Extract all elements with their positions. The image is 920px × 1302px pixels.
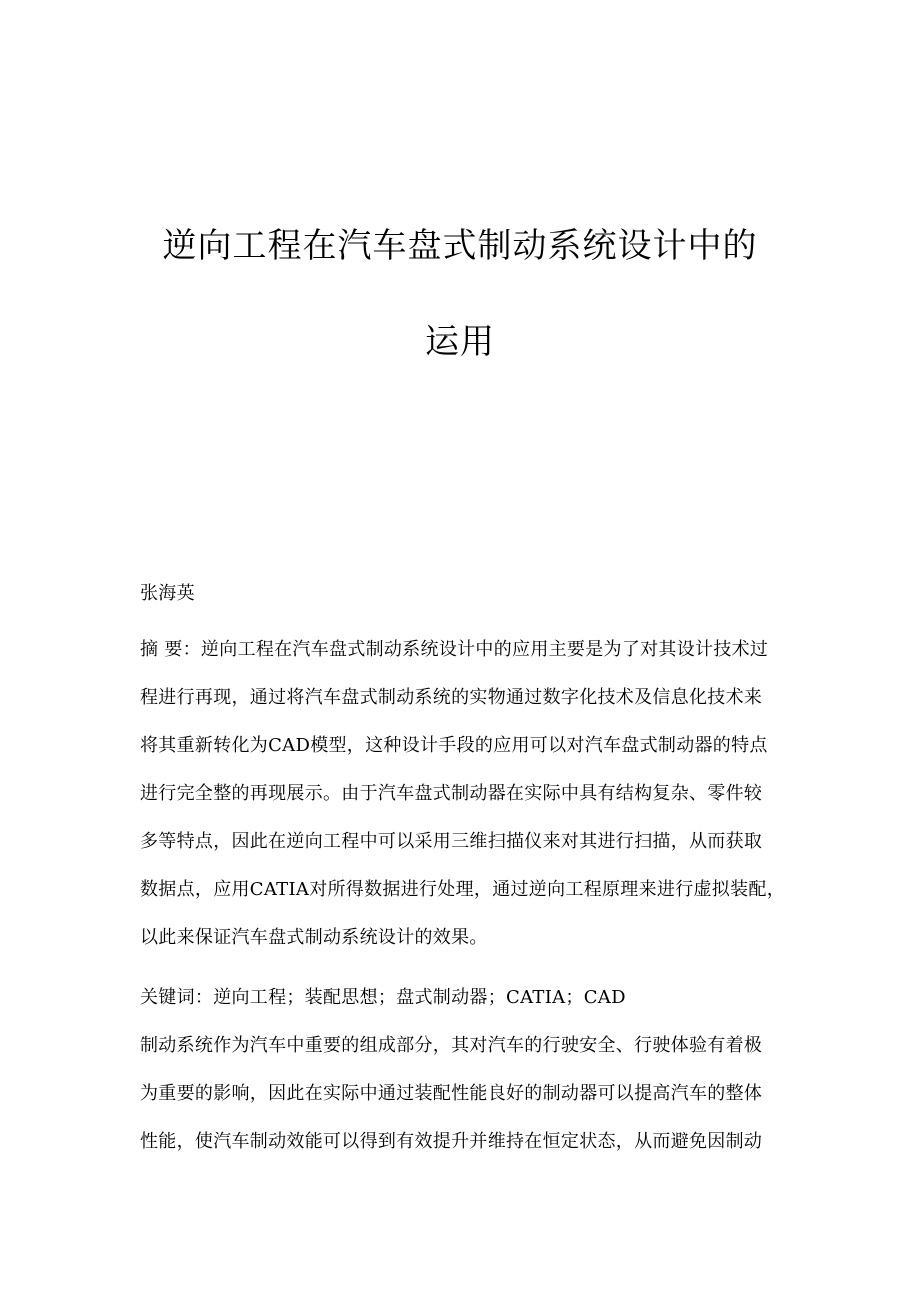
document-title-line-2: 运用 <box>425 322 495 362</box>
keywords: 关键词：逆向工程；装配思想；盘式制动器；CATIA；CAD <box>140 987 626 1008</box>
author: 张海英 <box>140 583 195 604</box>
body-line: 制动系统作为汽车中重要的组成部分，其对汽车的行驶安全、行驶体验有着极 <box>140 1035 763 1056</box>
abstract-line: 程进行再现，通过将汽车盘式制动系统的实物通过数字化技术及信息化技术来 <box>140 687 763 708</box>
abstract-line: 进行完全整的再现展示。由于汽车盘式制动器在实际中具有结构复杂、零件较 <box>140 783 763 804</box>
abstract-line: 将其重新转化为CAD模型，这种设计手段的应用可以对汽车盘式制动器的特点 <box>140 735 768 756</box>
abstract-line: 多等特点，因此在逆向工程中可以采用三维扫描仪来对其进行扫描，从而获取 <box>140 831 763 852</box>
abstract-line: 以此来保证汽车盘式制动系统设计的效果。 <box>140 927 488 948</box>
document-title-line-1: 逆向工程在汽车盘式制动系统设计中的 <box>162 226 758 266</box>
abstract-line: 数据点，应用CATIA对所得数据进行处理，通过逆向工程原理来进行虚拟装配， <box>140 879 785 900</box>
body-line: 为重要的影响，因此在实际中通过装配性能良好的制动器可以提高汽车的整体 <box>140 1083 763 1104</box>
abstract-line: 摘 要：逆向工程在汽车盘式制动系统设计中的应用主要是为了对其设计技术过 <box>140 639 769 660</box>
body-line: 性能，使汽车制动效能可以得到有效提升并维持在恒定状态，从而避免因制动 <box>140 1131 763 1152</box>
